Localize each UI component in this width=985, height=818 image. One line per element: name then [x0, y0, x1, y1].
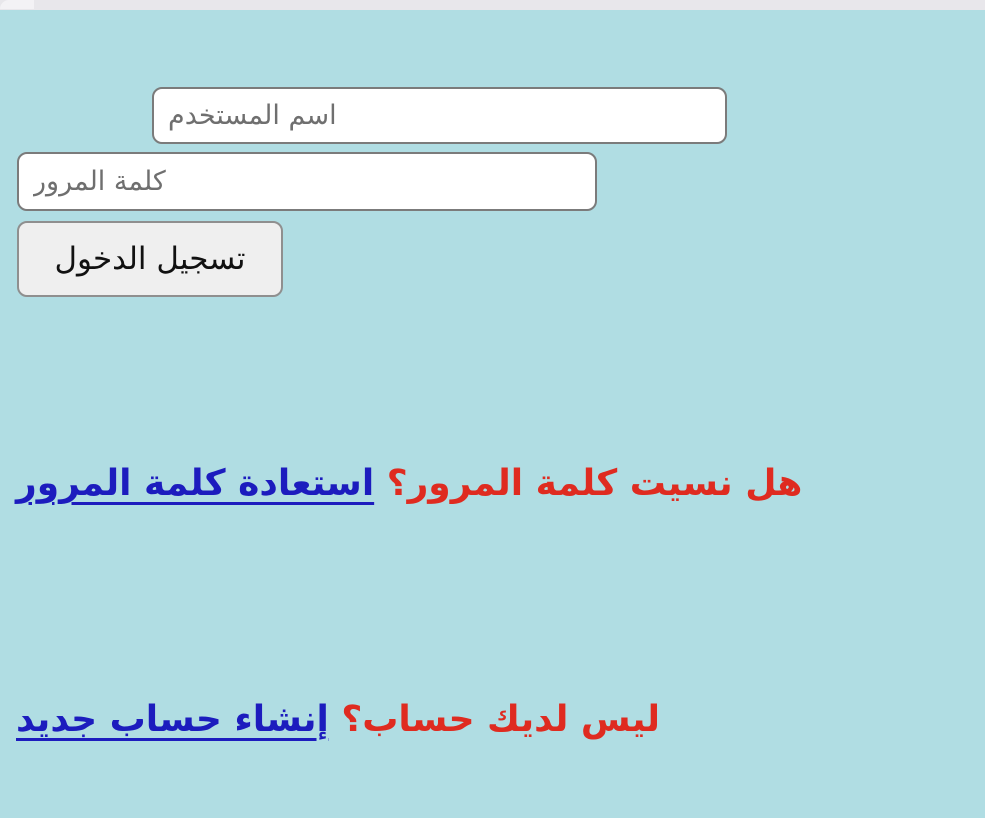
recover-password-link[interactable]: استعادة كلمة المرور [16, 463, 375, 504]
login-button[interactable]: تسجيل الدخول [17, 221, 283, 297]
forgot-password-question: هل نسيت كلمة المرور؟ [386, 463, 803, 504]
top-bar [0, 0, 985, 10]
window-corner [0, 0, 34, 9]
signup-question: ليس لديك حساب؟ [341, 699, 661, 740]
forgot-password-row [16, 458, 975, 510]
password-input[interactable] [17, 152, 597, 211]
create-account-link[interactable]: إنشاء حساب جديد [16, 699, 329, 740]
signup-row [16, 694, 975, 746]
username-input[interactable] [152, 87, 727, 144]
